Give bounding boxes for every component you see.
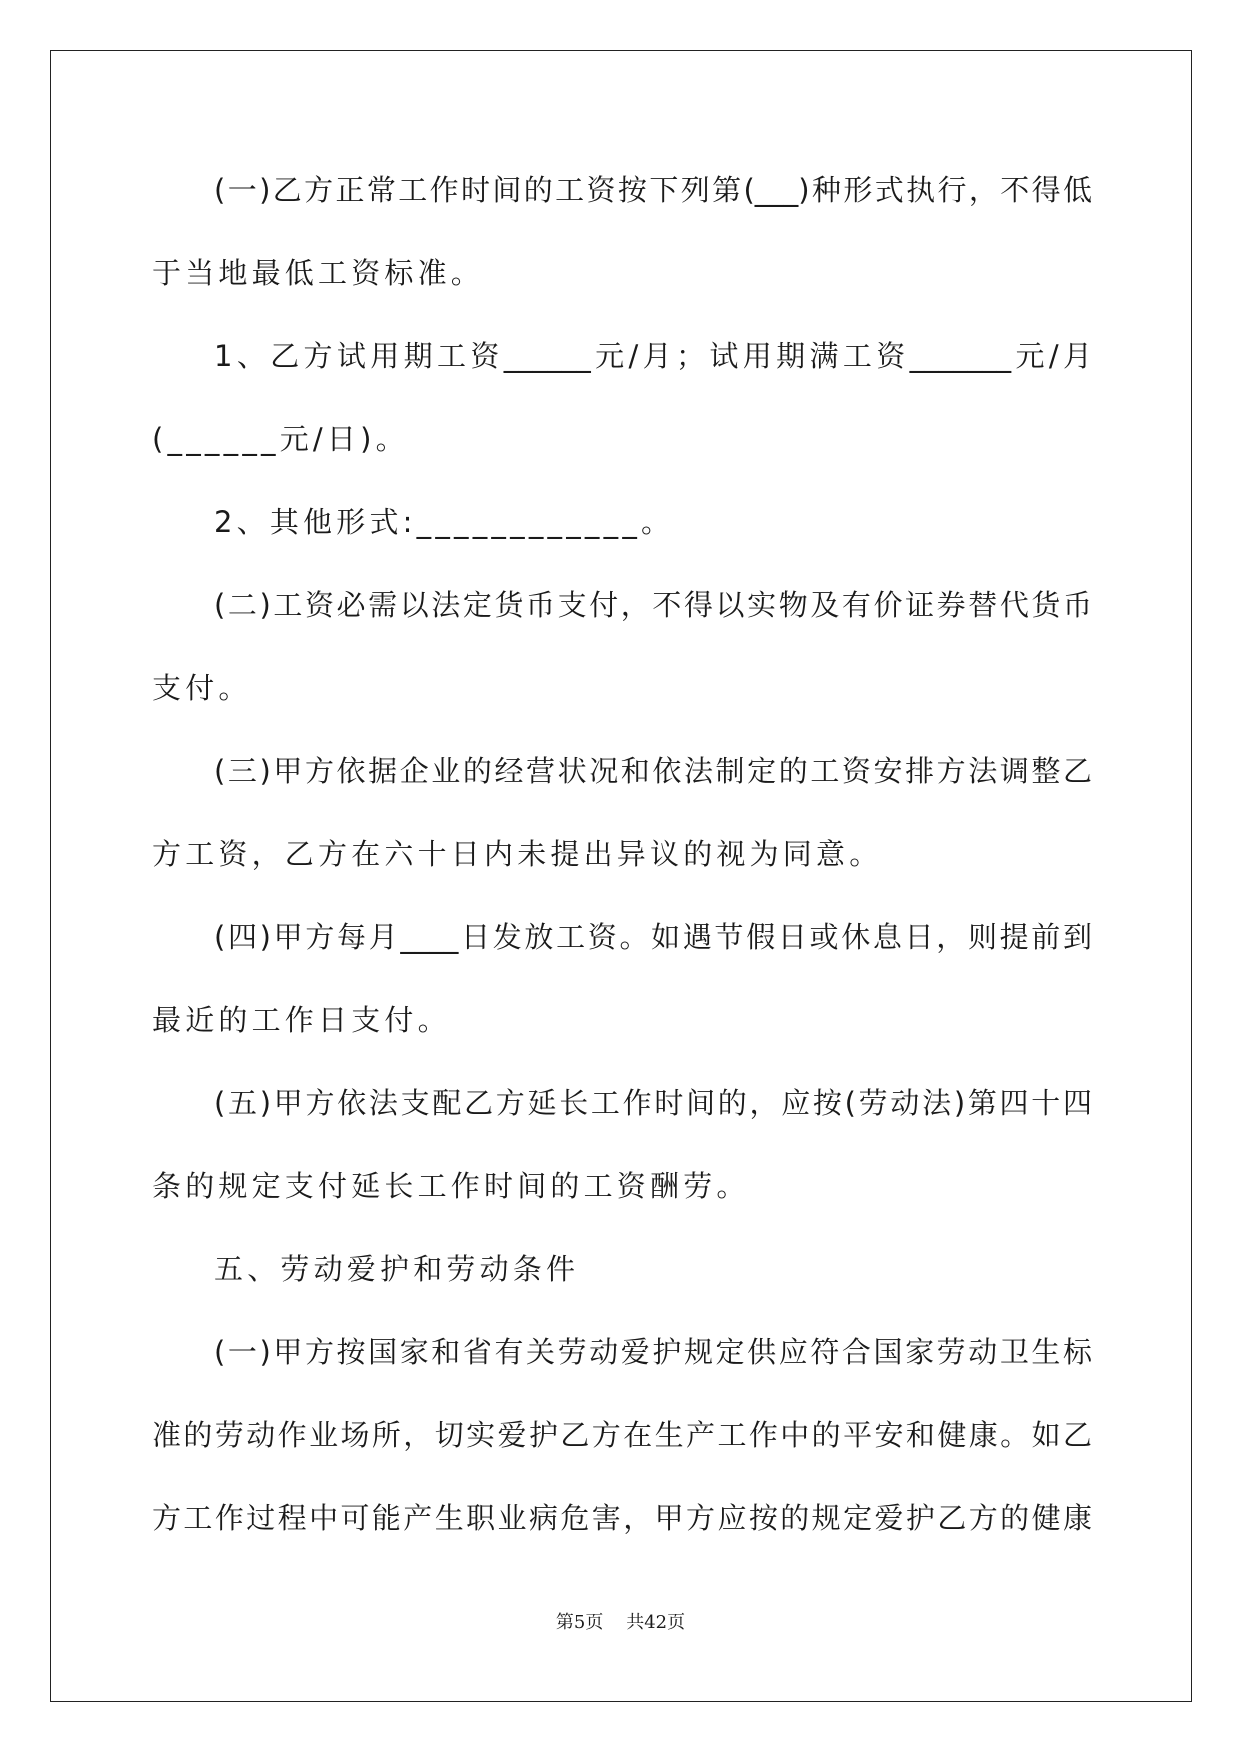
paragraph-line: 于当地最低工资标准。 <box>152 256 485 290</box>
paragraph-line: 1、乙方试用期工资______元/月；试用期满工资_______元/月 <box>214 339 1092 373</box>
paragraph-line: (二)工资必需以法定货币支付，不得以实物及有价证券替代货币 <box>214 588 1092 622</box>
paragraph-line: 条的规定支付延长工作时间的工资酬劳。 <box>152 1169 750 1203</box>
paragraph-line: 方工作过程中可能产生职业病危害，甲方应按的规定爱护乙方的健康 <box>152 1501 1092 1535</box>
paragraph-line: 方工资，乙方在六十日内未提出异议的视为同意。 <box>152 837 883 871</box>
page-total: 共42页 <box>626 1612 686 1633</box>
paragraph-line: 2、其他形式:____________。 <box>214 505 675 539</box>
page-footer <box>0 1611 1241 1635</box>
paragraph-line: (______元/日)。 <box>152 422 409 456</box>
page-number: 第5页 <box>555 1612 604 1633</box>
paragraph-line: 支付。 <box>152 671 252 705</box>
section-heading: 五、劳动爱护和劳动条件 <box>214 1252 580 1286</box>
paragraph-line: 最近的工作日支付。 <box>152 1003 451 1037</box>
paragraph-line: (一)甲方按国家和省有关劳动爱护规定供应符合国家劳动卫生标 <box>214 1335 1092 1369</box>
paragraph-line: (三)甲方依据企业的经营状况和依法制定的工资安排方法调整乙 <box>214 754 1092 788</box>
paragraph-line: (一)乙方正常工作时间的工资按下列第(___)种形式执行，不得低 <box>214 173 1092 207</box>
paragraph-line: 准的劳动作业场所，切实爱护乙方在生产工作中的平安和健康。如乙 <box>152 1418 1092 1452</box>
paragraph-line: (四)甲方每月____日发放工资。如遇节假日或休息日，则提前到 <box>214 920 1092 954</box>
paragraph-line: (五)甲方依法支配乙方延长工作时间的，应按(劳动法)第四十四 <box>214 1086 1092 1120</box>
